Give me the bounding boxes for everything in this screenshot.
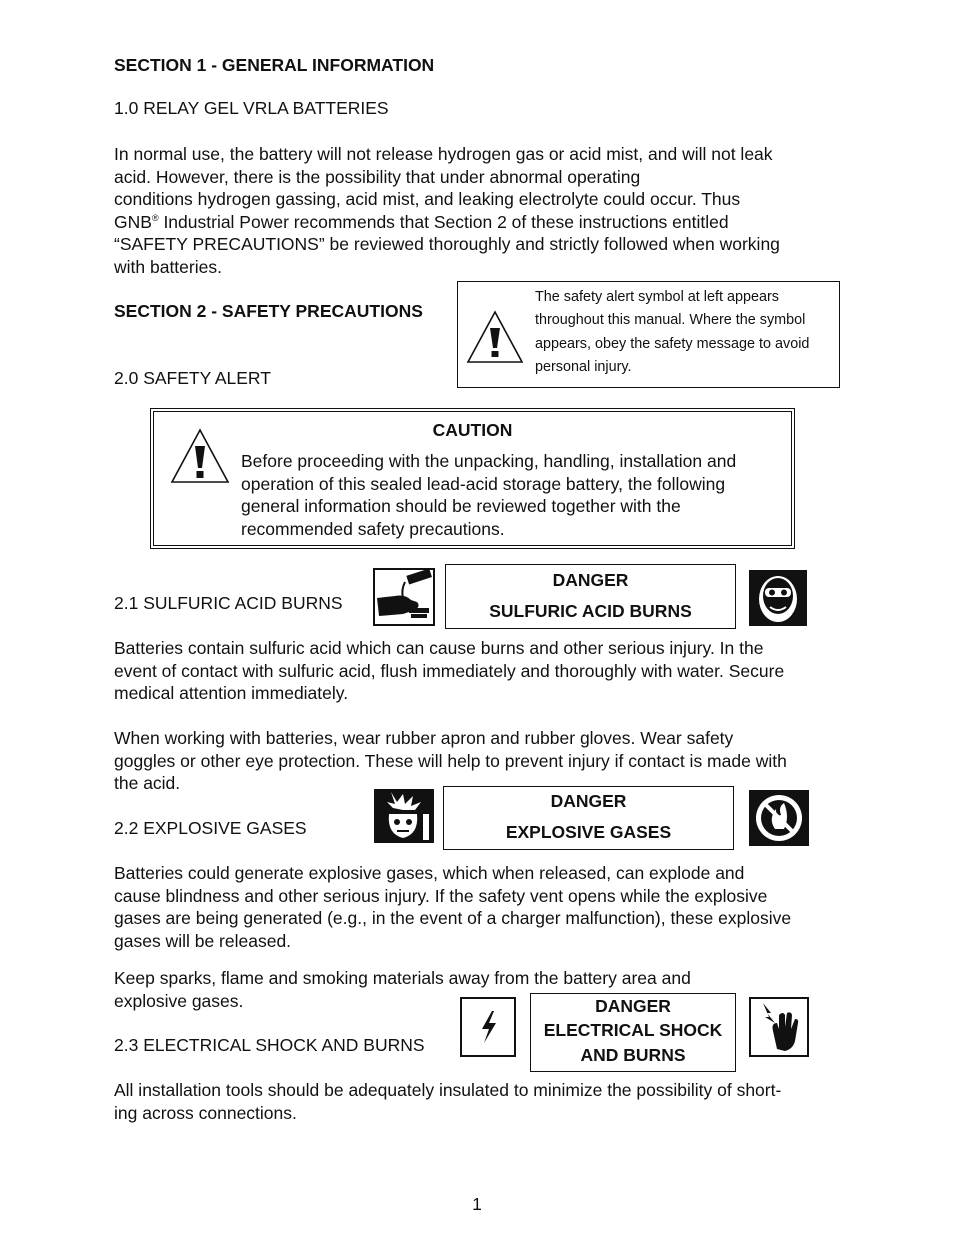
body-line: event of contact with sulfuric acid, flush immediately and thoroughly with water. Secure bbox=[114, 660, 785, 681]
body-line: When working with batteries, wear rubber apron and rubber gloves. Wear safety bbox=[114, 728, 734, 748]
body-line: the acid. bbox=[114, 773, 181, 794]
registered-mark: ® bbox=[151, 212, 159, 223]
danger-label: DANGER bbox=[552, 570, 629, 590]
page-number: 1 bbox=[472, 1194, 482, 1214]
brand-name: GNB bbox=[114, 211, 152, 232]
caution-line: operation of this sealed lead-acid storage battery, the following bbox=[241, 473, 726, 494]
caution-line: recommended safety precautions. bbox=[241, 518, 505, 539]
danger-sign-text: AND BURNS bbox=[580, 1045, 686, 1065]
hand-shock-icon bbox=[749, 997, 809, 1057]
no-flame-icon bbox=[748, 789, 810, 847]
intro-line: In normal use, the battery will not release hydrogen gas or acid mist, and will not leak bbox=[114, 144, 773, 164]
danger-label: DANGER bbox=[550, 791, 627, 811]
caution-box bbox=[150, 408, 795, 549]
section-2-heading: SECTION 2 - SAFETY PRECAUTIONS bbox=[114, 301, 423, 321]
body-line: goggles or other eye protection. These will help to prevent injury if contact is made with bbox=[114, 750, 787, 771]
body-line: Keep sparks, flame and smoking materials away from the battery area and bbox=[114, 968, 691, 988]
intro-line-rest: Industrial Power recommends that Section 2 of these instructions entitled bbox=[158, 211, 729, 232]
intro-paragraph bbox=[114, 143, 844, 279]
note-line: appears, obey the safety message to avoid bbox=[535, 335, 810, 352]
safety-alert-heading: 2.0 SAFETY ALERT bbox=[114, 368, 271, 388]
section-1-0-heading: 1.0 RELAY GEL VRLA BATTERIES bbox=[114, 98, 389, 118]
shock-danger-sign bbox=[530, 993, 736, 1072]
section-1-heading: SECTION 1 - GENERAL INFORMATION bbox=[114, 55, 435, 75]
intro-line: acid. However, there is the possibility that under abnormal operating bbox=[114, 166, 641, 187]
danger-label: DANGER bbox=[595, 996, 671, 1016]
explosive-gases-heading: 2.2 EXPLOSIVE GASES bbox=[114, 818, 307, 838]
note-line: The safety alert symbol at left appears bbox=[535, 289, 779, 305]
caution-title: CAUTION bbox=[432, 420, 513, 440]
warning-triangle-icon bbox=[466, 310, 524, 364]
gases-paragraph-1 bbox=[114, 862, 844, 952]
note-line: throughout this manual. Where the symbol bbox=[535, 312, 806, 329]
safety-alert-note-box bbox=[457, 281, 840, 388]
body-line: All installation tools should be adequately insulated to minimize the possibility of short- bbox=[114, 1080, 782, 1100]
face-protection-icon bbox=[748, 569, 808, 627]
danger-sign-text: EXPLOSIVE GASES bbox=[505, 822, 672, 842]
acid-paragraph-2 bbox=[114, 727, 844, 795]
lightning-bolt-icon bbox=[460, 997, 516, 1057]
note-line: personal injury. bbox=[535, 359, 632, 376]
electrical-shock-heading: 2.3 ELECTRICAL SHOCK AND BURNS bbox=[114, 1035, 425, 1055]
warning-triangle-icon bbox=[170, 428, 230, 484]
caution-line: Before proceeding with the unpacking, handling, installation and bbox=[241, 451, 737, 471]
acid-danger-sign bbox=[445, 564, 736, 629]
shock-paragraph-1 bbox=[114, 1079, 844, 1124]
body-line: gases will be released. bbox=[114, 930, 292, 951]
body-line: Batteries could generate explosive gases, which when released, can explode and bbox=[114, 863, 745, 883]
body-line: ing across connections. bbox=[114, 1102, 297, 1123]
intro-line: “SAFETY PRECAUTIONS” be reviewed thoroughly and strictly followed when working bbox=[114, 234, 780, 255]
acid-burns-heading: 2.1 SULFURIC ACID BURNS bbox=[114, 593, 343, 613]
danger-sign-text: SULFURIC ACID BURNS bbox=[489, 601, 692, 621]
caution-text bbox=[241, 450, 736, 540]
intro-line: with batteries. bbox=[114, 256, 222, 277]
safety-alert-note-text bbox=[535, 286, 809, 380]
body-line: medical attention immediately. bbox=[114, 683, 349, 704]
danger-sign-text: ELECTRICAL SHOCK bbox=[543, 1020, 723, 1040]
body-line: cause blindness and other serious injury. If the safety vent opens while the explosive bbox=[114, 885, 768, 906]
caution-line: general information should be reviewed together with the bbox=[241, 496, 681, 517]
acid-pour-hand-icon bbox=[373, 568, 435, 626]
body-line: gases are being generated (e.g., in the event of a charger malfunction), these explosive bbox=[114, 908, 792, 929]
acid-paragraph-1 bbox=[114, 637, 844, 705]
intro-line: conditions hydrogen gassing, acid mist, and leaking electrolyte could occur. Thus bbox=[114, 189, 741, 210]
explosion-face-icon bbox=[373, 788, 435, 844]
body-line: Batteries contain sulfuric acid which can cause burns and other serious injury. In the bbox=[114, 638, 764, 658]
body-line: explosive gases. bbox=[114, 990, 244, 1011]
intro-line bbox=[114, 211, 844, 234]
gases-danger-sign bbox=[443, 786, 734, 850]
